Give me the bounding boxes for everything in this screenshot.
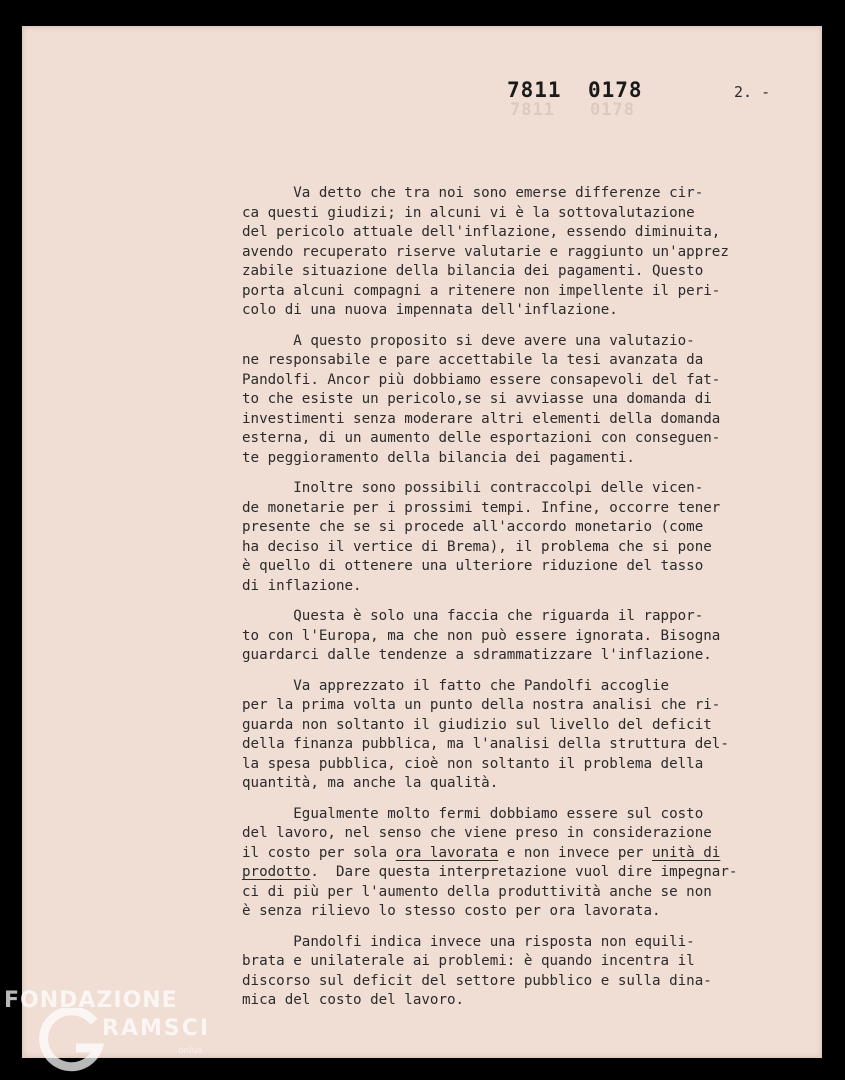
text-line: investimenti senza moderare altri elementi della domanda: [242, 410, 721, 427]
text-line: del pericolo attuale dell'inflazione, essendo diminuita,: [242, 224, 721, 240]
text-line: colo di una nuova impennata dell'inflazione.: [242, 302, 618, 318]
paragraph-4: [242, 607, 802, 666]
text-line: la spesa pubblica, cioè non soltanto il problema della: [242, 755, 704, 772]
text-line: Pandolfi indica invece una risposta non equili-: [242, 933, 695, 950]
text-line: mica del costo del lavoro.: [242, 992, 465, 1008]
paragraph-7: [242, 933, 802, 1011]
fondazione-gramsci-watermark: [4, 988, 224, 1074]
underlined-prodotto: prodotto: [242, 864, 311, 880]
text-line: ca questi giudizi; in alcuni vi è la sottovalutazione: [242, 204, 695, 221]
text-line: Questa è solo una faccia che riguarda il rappor-: [242, 608, 704, 624]
text-line: guardarci dalle tendenze a sdrammatizzare l'inflazione.: [242, 647, 712, 663]
paragraph-6: [242, 805, 802, 922]
text-line: porta alcuni compagni a ritenere non impellente il peri-: [242, 282, 721, 299]
text-line: è quello di ottenere una ulteriore riduzione del tasso: [242, 558, 704, 574]
text-line: discorso sul deficit del settore pubblico e sulla dina-: [242, 972, 712, 989]
watermark-line-1: FONDAZIONE: [4, 988, 178, 1013]
text-line: è senza rilievo lo stesso costo per ora lavorata.: [242, 903, 661, 919]
paragraph-2: [242, 332, 802, 469]
text-line: avendo recuperato riserve valutarie e raggiunto un'apprez: [242, 243, 729, 260]
underlined-unita-di: unità di: [652, 844, 721, 861]
text-line: di inflazione.: [242, 577, 362, 594]
underlined-ora-lavorata: ora lavorata: [395, 844, 499, 861]
text-line: del lavoro, nel senso che viene preso in considerazione: [242, 825, 712, 841]
text-line: ha deciso il vertice di Brema), il problema che si pone: [242, 538, 712, 555]
watermark-line-2: RAMSCI: [102, 1016, 211, 1041]
page-number: 2. -: [734, 83, 771, 101]
paragraph-3: [242, 479, 802, 596]
text-line: te peggioramento della bilancia dei pagamenti.: [242, 449, 635, 466]
archive-number-2-offset-impression: 0178: [590, 100, 635, 120]
text-line: quantità, ma anche la qualità.: [242, 775, 499, 791]
text-line: brata e unilaterale ai problemi: è quando incentra il: [242, 953, 695, 969]
text-line: Inoltre sono possibili contraccolpi delle vicen-: [242, 480, 704, 496]
text-line: Egualmente molto fermi dobbiamo essere sul costo: [242, 805, 704, 822]
text-line: presente che se si procede all'accordo monetario (come: [242, 519, 704, 535]
text-line: Va apprezzato il fatto che Pandolfi accoglie: [242, 677, 670, 694]
text-line: zabile situazione della bilancia dei pagamenti. Questo: [242, 263, 704, 279]
text-line: della finanza pubblica, ma l'analisi della struttura del-: [242, 736, 729, 752]
paragraph-1: [242, 184, 802, 321]
text-line: A questo proposito si deve avere una valutazio-: [242, 332, 695, 349]
text-line: Va detto che tra noi sono emerse differenze cir-: [242, 185, 704, 201]
text-line: ne responsabile e pare accettabile la tesi avanzata da: [242, 352, 704, 368]
archive-number-1: 7811: [507, 78, 562, 102]
archive-number-2: 0178: [588, 78, 643, 102]
watermark-onlus: onlus: [178, 1046, 203, 1056]
text-line: guarda non soltanto il giudizio sul livello del deficit: [242, 716, 712, 733]
text-line: ci di più per l'aumento della produttività anche se non: [242, 883, 712, 900]
text-line: de monetarie per i prossimi tempi. Infine, occorre tener: [242, 499, 721, 516]
text-line: Pandolfi. Ancor più dobbiamo essere consapevoli del fat-: [242, 371, 721, 388]
typed-body-text: [242, 184, 802, 1022]
text-line: esterna, di un aumento delle esportazioni con conseguen-: [242, 430, 721, 446]
text-line: to che esiste un pericolo,se si avviasse una domanda di: [242, 391, 712, 407]
text-line-with-underline: prodotto. Dare questa interpretazione vuol dire impegnar-: [242, 864, 738, 880]
text-line: to con l'Europa, ma che non può essere ignorata. Bisogna: [242, 627, 721, 644]
archive-number-1-offset-impression: 7811: [510, 100, 555, 120]
text-line-with-underline: il costo per sola ora lavorata e non invece per unità di: [242, 844, 721, 861]
text-line: per la prima volta un punto della nostra analisi che ri-: [242, 697, 721, 713]
paragraph-5: [242, 677, 802, 794]
gramsci-g-logo-icon: [36, 1008, 106, 1074]
